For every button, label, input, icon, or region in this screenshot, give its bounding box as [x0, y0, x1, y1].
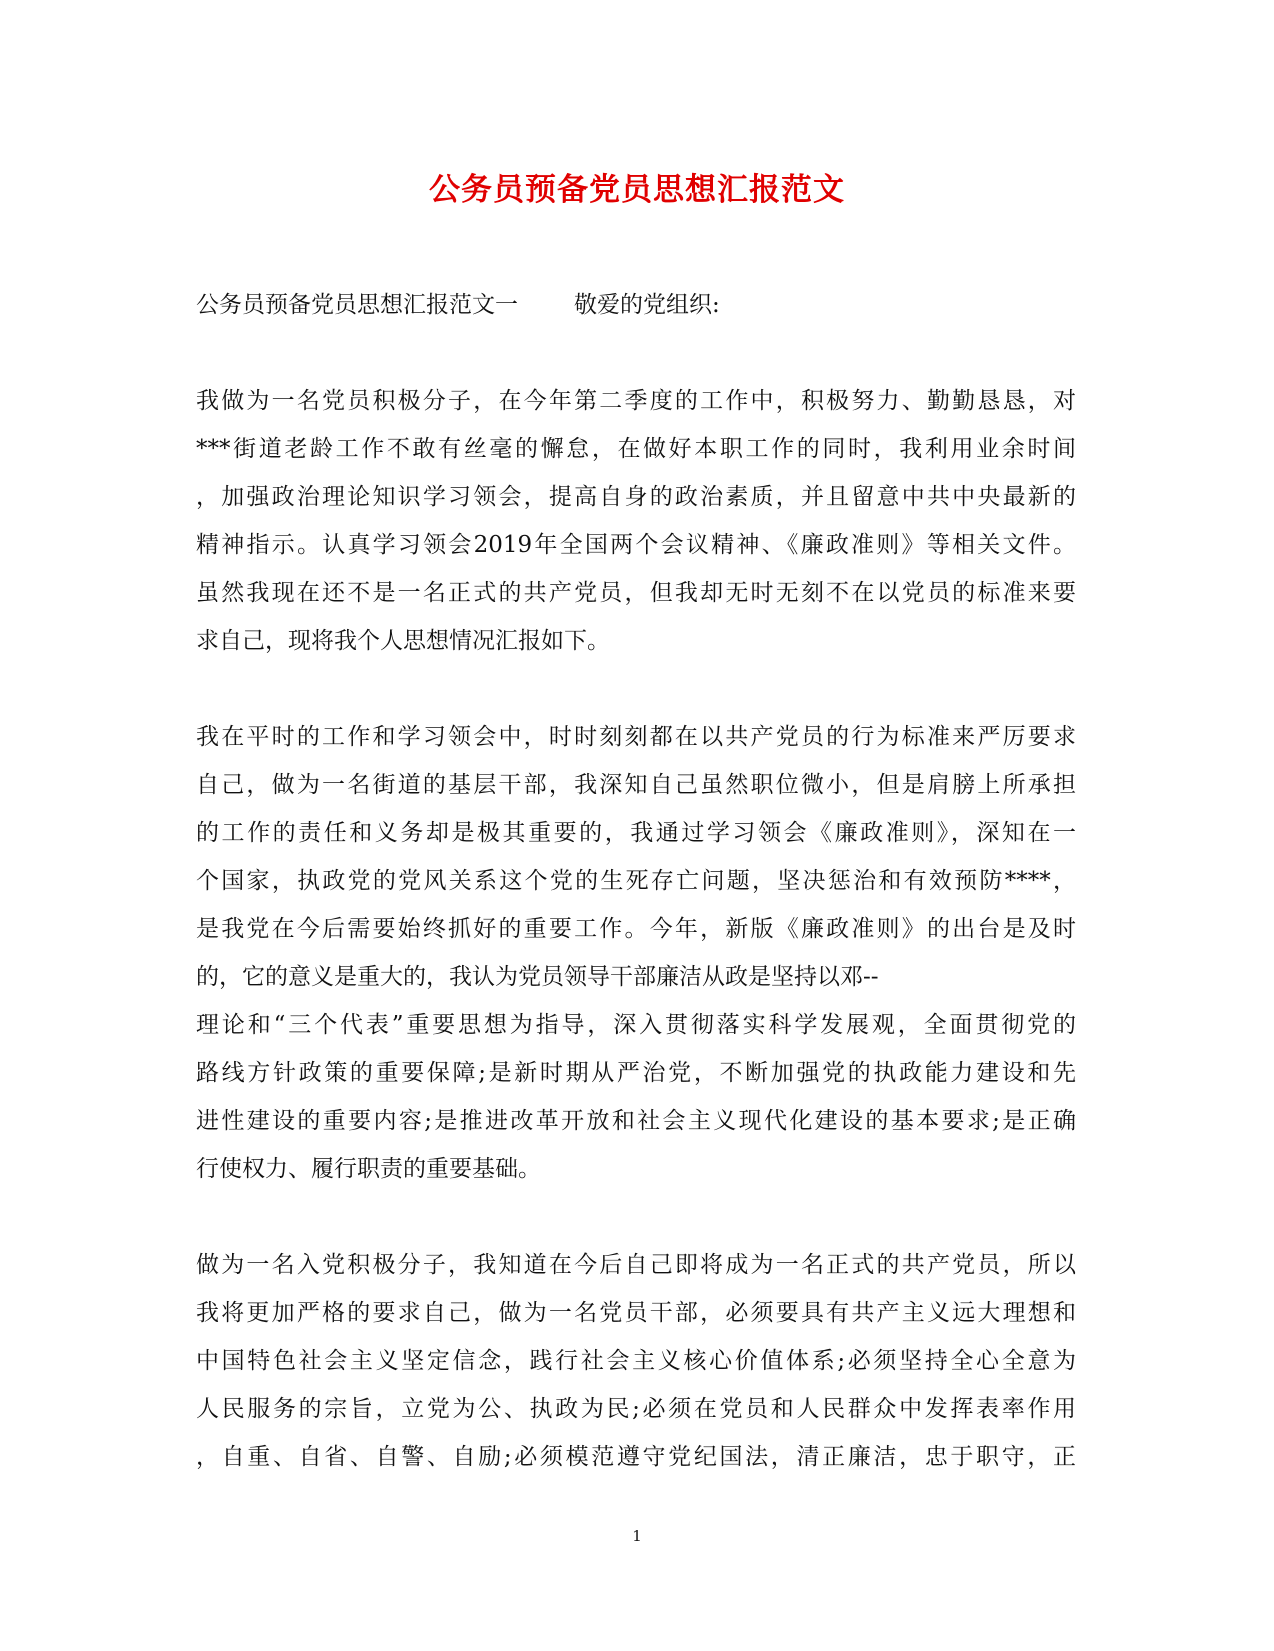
text-line: 虽然我现在还不是一名正式的共产党员，但我却无时无刻不在以党员的标准来要: [196, 580, 1076, 606]
text-line: ，自重、自省、自警、自励;必须模范遵守党纪国法，清正廉洁，忠于职守，正: [196, 1444, 1076, 1470]
text-line: ，加强政治理论知识学习领会，提高自身的政治素质，并且留意中共中央最新的: [196, 484, 1076, 510]
page-number: 1: [632, 1527, 642, 1545]
salutation-line: [196, 281, 1076, 329]
text-line: 我在平时的工作和学习领会中，时时刻刻都在以共产党员的行为标准来严厉要求: [196, 724, 1076, 750]
text-line: 我将更加严格的要求自己，做为一名党员干部，必须要具有共产主义远大理想和: [196, 1300, 1076, 1326]
document-title: 公务员预备党员思想汇报范文: [429, 172, 845, 208]
text-line: 求自己，现将我个人思想情况汇报如下。: [196, 628, 610, 654]
text-line: 的工作的责任和义务却是极其重要的，我通过学习领会《廉政准则》，深知在一: [196, 820, 1076, 846]
text-line: 是我党在今后需要始终抓好的重要工作。今年，新版《廉政准则》的出台是及时: [196, 916, 1076, 942]
text-line: 中国特色社会主义坚定信念，践行社会主义核心价值体系;必须坚持全心全意为: [196, 1348, 1076, 1374]
document-body: [196, 281, 1076, 1481]
paragraph-1: [196, 377, 1076, 665]
text-line: 人民服务的宗旨，立党为公、执政为民;必须在党员和人民群众中发挥表率作用: [196, 1396, 1076, 1422]
text-line: 行使权力、履行职责的重要基础。: [196, 1156, 541, 1182]
text-line: 路线方针政策的重要保障;是新时期从严治党，不断加强党的执政能力建设和先: [196, 1060, 1076, 1086]
text-line: 自己，做为一名街道的基层干部，我深知自己虽然职位微小，但是肩膀上所承担: [196, 772, 1076, 798]
text-line: 进性建设的重要内容;是推进改革开放和社会主义现代化建设的基本要求;是正确: [196, 1108, 1076, 1134]
salutation: 敬爱的党组织:: [574, 292, 720, 318]
text-line: 精神指示。认真学习领会2019年全国两个会议精神、《廉政准则》等相关文件。: [196, 532, 1076, 558]
text-line: 我做为一名党员积极分子，在今年第二季度的工作中，积极努力、勤勤恳恳，对: [196, 388, 1076, 414]
paragraph-2: [196, 713, 1076, 1193]
section-heading: 公务员预备党员思想汇报范文一: [196, 292, 518, 318]
text-line: 做为一名入党积极分子，我知道在今后自己即将成为一名正式的共产党员，所以: [196, 1252, 1076, 1278]
text-line: 的，它的意义是重大的，我认为党员领导干部廉洁从政是坚持以邓--: [196, 964, 879, 990]
text-line: 个国家，执政党的党风关系这个党的生死存亡问题，坚决惩治和有效预防****，: [196, 868, 1076, 894]
text-line: ***街道老龄工作不敢有丝毫的懈怠，在做好本职工作的同时，我利用业余时间: [196, 436, 1076, 462]
text-line: 理论和“三个代表”重要思想为指导，深入贯彻落实科学发展观，全面贯彻党的: [196, 1012, 1076, 1038]
paragraph-3: [196, 1241, 1076, 1481]
